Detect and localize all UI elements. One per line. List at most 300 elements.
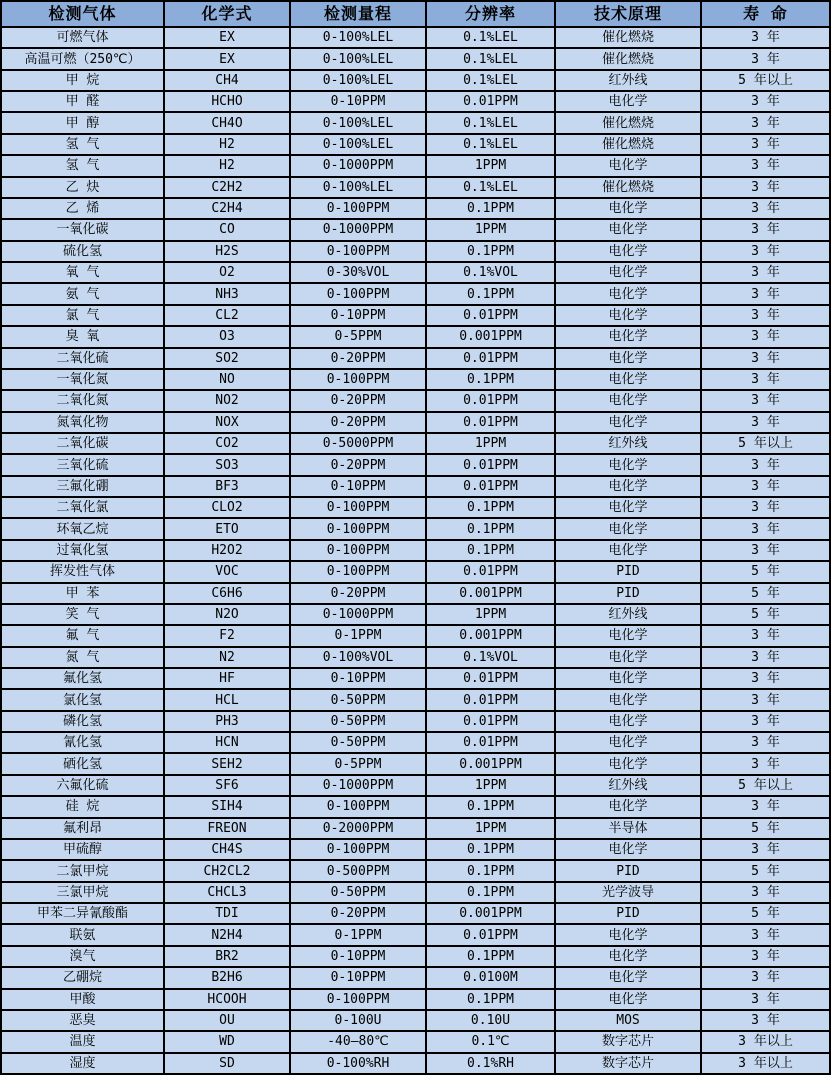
resolution-cell: 0.01PPM [427, 690, 554, 709]
range-cell: 0-100%LEL [291, 135, 425, 154]
resolution-cell: 0.1PPM [427, 840, 554, 859]
lifespan-cell: 5 年 [702, 819, 829, 838]
gas-name-cell: 可燃气体 [2, 28, 163, 47]
formula-cell: NOX [165, 413, 289, 432]
formula-cell: SD [165, 1054, 289, 1073]
range-cell: 0-100PPM [291, 498, 425, 517]
column-header-range: 检测量程 [291, 2, 425, 26]
resolution-cell: 0.001PPM [427, 754, 554, 773]
lifespan-cell: 3 年 [702, 135, 829, 154]
gas-name-cell: 氮氧化物 [2, 413, 163, 432]
principle-cell: MOS [556, 1011, 700, 1030]
lifespan-cell: 3 年 [702, 990, 829, 1009]
formula-cell: N2O [165, 605, 289, 624]
range-cell: 0-50PPM [291, 883, 425, 902]
principle-cell: 电化学 [556, 733, 700, 752]
lifespan-cell: 3 年 [702, 1011, 829, 1030]
formula-cell: F2 [165, 626, 289, 645]
principle-cell: 催化燃烧 [556, 135, 700, 154]
lifespan-cell: 3 年 [702, 284, 829, 303]
principle-cell: PID [556, 904, 700, 923]
resolution-cell: 0.01PPM [427, 925, 554, 944]
principle-cell: 电化学 [556, 669, 700, 688]
range-cell: 0-50PPM [291, 690, 425, 709]
gas-name-cell: 溴气 [2, 947, 163, 966]
range-cell: 0-20PPM [291, 413, 425, 432]
gas-name-cell: 臭 氧 [2, 327, 163, 346]
principle-cell: PID [556, 584, 700, 603]
gas-name-cell: 三氯甲烷 [2, 883, 163, 902]
resolution-cell: 0.01PPM [427, 712, 554, 731]
resolution-cell: 0.01PPM [427, 391, 554, 410]
lifespan-cell: 3 年 [702, 306, 829, 325]
lifespan-cell: 3 年 [702, 92, 829, 111]
principle-cell: 电化学 [556, 797, 700, 816]
lifespan-cell: 3 年 [702, 156, 829, 175]
lifespan-cell: 3 年 [702, 947, 829, 966]
gas-name-cell: 湿度 [2, 1054, 163, 1073]
gas-name-cell: 氰化氢 [2, 733, 163, 752]
gas-name-cell: 氨 气 [2, 284, 163, 303]
principle-cell: 电化学 [556, 519, 700, 538]
formula-cell: CLO2 [165, 498, 289, 517]
lifespan-cell: 5 年以上 [702, 434, 829, 453]
principle-cell: PID [556, 861, 700, 880]
lifespan-cell: 3 年 [702, 477, 829, 496]
gas-name-cell: 氧 气 [2, 263, 163, 282]
formula-cell: SF6 [165, 776, 289, 795]
formula-cell: WD [165, 1032, 289, 1051]
principle-cell: 电化学 [556, 477, 700, 496]
resolution-cell: 0.1PPM [427, 947, 554, 966]
principle-cell: 电化学 [556, 306, 700, 325]
principle-cell: 催化燃烧 [556, 28, 700, 47]
range-cell: 0-5PPM [291, 327, 425, 346]
formula-cell: CH4S [165, 840, 289, 859]
gas-name-cell: 二氧化碳 [2, 434, 163, 453]
resolution-cell: 0.01PPM [427, 733, 554, 752]
lifespan-cell: 3 年 [702, 49, 829, 68]
resolution-cell: 0.1%LEL [427, 71, 554, 90]
formula-cell: NO2 [165, 391, 289, 410]
formula-cell: HCHO [165, 92, 289, 111]
range-cell: 0-500PPM [291, 861, 425, 880]
range-cell: 0-10PPM [291, 306, 425, 325]
range-cell: 0-10PPM [291, 968, 425, 987]
resolution-cell: 0.001PPM [427, 327, 554, 346]
range-cell: 0-5PPM [291, 754, 425, 773]
column-header-gas: 检测气体 [2, 2, 163, 26]
resolution-cell: 1PPM [427, 776, 554, 795]
lifespan-cell: 3 年 [702, 754, 829, 773]
formula-cell: CL2 [165, 306, 289, 325]
formula-cell: H2 [165, 135, 289, 154]
range-cell: 0-10PPM [291, 669, 425, 688]
range-cell: -40—80℃ [291, 1032, 425, 1051]
principle-cell: 电化学 [556, 498, 700, 517]
lifespan-cell: 3 年 [702, 455, 829, 474]
resolution-cell: 0.01PPM [427, 306, 554, 325]
gas-name-cell: 甲 苯 [2, 584, 163, 603]
gas-name-cell: 乙 炔 [2, 178, 163, 197]
resolution-cell: 1PPM [427, 605, 554, 624]
range-cell: 0-20PPM [291, 584, 425, 603]
gas-name-cell: 氯化氢 [2, 690, 163, 709]
range-cell: 0-100PPM [291, 519, 425, 538]
range-cell: 0-100%LEL [291, 71, 425, 90]
resolution-cell: 0.01PPM [427, 92, 554, 111]
gas-name-cell: 甲酸 [2, 990, 163, 1009]
resolution-cell: 0.1℃ [427, 1032, 554, 1051]
lifespan-cell: 3 年 [702, 498, 829, 517]
gas-name-cell: 二氯甲烷 [2, 861, 163, 880]
range-cell: 0-5000PPM [291, 434, 425, 453]
gas-name-cell: 二氧化氯 [2, 498, 163, 517]
formula-cell: H2S [165, 242, 289, 261]
range-cell: 0-10PPM [291, 947, 425, 966]
lifespan-cell: 3 年 [702, 797, 829, 816]
formula-cell: H2O2 [165, 541, 289, 560]
formula-cell: H2 [165, 156, 289, 175]
range-cell: 0-100PPM [291, 242, 425, 261]
principle-cell: 电化学 [556, 947, 700, 966]
range-cell: 0-100U [291, 1011, 425, 1030]
formula-cell: HCL [165, 690, 289, 709]
range-cell: 0-1000PPM [291, 156, 425, 175]
lifespan-cell: 5 年 [702, 861, 829, 880]
gas-name-cell: 二氧化氮 [2, 391, 163, 410]
resolution-cell: 1PPM [427, 819, 554, 838]
formula-cell: BR2 [165, 947, 289, 966]
formula-cell: SIH4 [165, 797, 289, 816]
formula-cell: TDI [165, 904, 289, 923]
lifespan-cell: 3 年 [702, 263, 829, 282]
resolution-cell: 0.1PPM [427, 797, 554, 816]
formula-cell: N2H4 [165, 925, 289, 944]
formula-cell: CH4 [165, 71, 289, 90]
lifespan-cell: 3 年 [702, 712, 829, 731]
formula-cell: CH4O [165, 113, 289, 132]
lifespan-cell: 5 年 [702, 584, 829, 603]
lifespan-cell: 3 年 [702, 626, 829, 645]
column-header-lifespan: 寿 命 [702, 2, 829, 26]
resolution-cell: 0.01PPM [427, 455, 554, 474]
formula-cell: PH3 [165, 712, 289, 731]
column-header-principle: 技术原理 [556, 2, 700, 26]
principle-cell: 电化学 [556, 455, 700, 474]
range-cell: 0-10PPM [291, 477, 425, 496]
gas-name-cell: 氢 气 [2, 156, 163, 175]
lifespan-cell: 3 年 [702, 648, 829, 667]
gas-name-cell: 一氧化氮 [2, 370, 163, 389]
principle-cell: 红外线 [556, 434, 700, 453]
gas-name-cell: 硫化氢 [2, 242, 163, 261]
principle-cell: 电化学 [556, 370, 700, 389]
range-cell: 0-30%VOL [291, 263, 425, 282]
lifespan-cell: 5 年 [702, 562, 829, 581]
range-cell: 0-20PPM [291, 455, 425, 474]
resolution-cell: 0.01PPM [427, 413, 554, 432]
gas-name-cell: 乙 烯 [2, 199, 163, 218]
range-cell: 0-100PPM [291, 199, 425, 218]
principle-cell: 电化学 [556, 648, 700, 667]
range-cell: 0-100%LEL [291, 178, 425, 197]
formula-cell: SEH2 [165, 754, 289, 773]
lifespan-cell: 5 年 [702, 605, 829, 624]
principle-cell: 数字芯片 [556, 1032, 700, 1051]
gas-name-cell: 甲 醛 [2, 92, 163, 111]
lifespan-cell: 3 年 [702, 883, 829, 902]
gas-name-cell: 过氧化氢 [2, 541, 163, 560]
lifespan-cell: 3 年 [702, 220, 829, 239]
range-cell: 0-100%RH [291, 1054, 425, 1073]
range-cell: 0-50PPM [291, 712, 425, 731]
principle-cell: 电化学 [556, 712, 700, 731]
gas-name-cell: 一氧化碳 [2, 220, 163, 239]
lifespan-cell: 3 年 [702, 733, 829, 752]
range-cell: 0-100PPM [291, 990, 425, 1009]
principle-cell: 电化学 [556, 968, 700, 987]
lifespan-cell: 3 年 [702, 349, 829, 368]
lifespan-cell: 3 年 [702, 242, 829, 261]
resolution-cell: 1PPM [427, 220, 554, 239]
lifespan-cell: 3 年 [702, 327, 829, 346]
range-cell: 0-10PPM [291, 92, 425, 111]
formula-cell: VOC [165, 562, 289, 581]
resolution-cell: 0.01PPM [427, 349, 554, 368]
gas-name-cell: 三氟化硼 [2, 477, 163, 496]
principle-cell: 电化学 [556, 349, 700, 368]
formula-cell: CH2CL2 [165, 861, 289, 880]
gas-name-cell: 氟化氢 [2, 669, 163, 688]
resolution-cell: 0.1PPM [427, 370, 554, 389]
formula-cell: C2H2 [165, 178, 289, 197]
principle-cell: 电化学 [556, 990, 700, 1009]
resolution-cell: 0.1%VOL [427, 648, 554, 667]
range-cell: 0-100PPM [291, 541, 425, 560]
resolution-cell: 0.1PPM [427, 199, 554, 218]
range-cell: 0-20PPM [291, 904, 425, 923]
principle-cell: 电化学 [556, 754, 700, 773]
range-cell: 0-100%LEL [291, 113, 425, 132]
resolution-cell: 0.01PPM [427, 562, 554, 581]
principle-cell: 电化学 [556, 199, 700, 218]
lifespan-cell: 3 年 [702, 925, 829, 944]
formula-cell: FREON [165, 819, 289, 838]
resolution-cell: 0.1PPM [427, 883, 554, 902]
resolution-cell: 1PPM [427, 156, 554, 175]
principle-cell: 电化学 [556, 925, 700, 944]
lifespan-cell: 3 年 [702, 199, 829, 218]
range-cell: 0-20PPM [291, 391, 425, 410]
resolution-cell: 0.1%LEL [427, 28, 554, 47]
lifespan-cell: 3 年 [702, 968, 829, 987]
gas-name-cell: 二氧化硫 [2, 349, 163, 368]
lifespan-cell: 3 年 [702, 28, 829, 47]
principle-cell: 红外线 [556, 605, 700, 624]
gas-name-cell: 联氨 [2, 925, 163, 944]
lifespan-cell: 3 年 [702, 113, 829, 132]
principle-cell: 电化学 [556, 327, 700, 346]
resolution-cell: 0.1PPM [427, 284, 554, 303]
formula-cell: HF [165, 669, 289, 688]
range-cell: 0-100PPM [291, 562, 425, 581]
resolution-cell: 0.1PPM [427, 541, 554, 560]
range-cell: 0-1000PPM [291, 605, 425, 624]
range-cell: 0-1PPM [291, 626, 425, 645]
resolution-cell: 0.10U [427, 1011, 554, 1030]
gas-name-cell: 恶臭 [2, 1011, 163, 1030]
lifespan-cell: 3 年 [702, 690, 829, 709]
lifespan-cell: 3 年 [702, 178, 829, 197]
lifespan-cell: 3 年 [702, 541, 829, 560]
gas-name-cell: 氟利昂 [2, 819, 163, 838]
gas-name-cell: 氮 气 [2, 648, 163, 667]
resolution-cell: 0.1PPM [427, 519, 554, 538]
principle-cell: 催化燃烧 [556, 178, 700, 197]
resolution-cell: 0.0100M [427, 968, 554, 987]
principle-cell: 电化学 [556, 626, 700, 645]
formula-cell: ETO [165, 519, 289, 538]
principle-cell: 光学波导 [556, 883, 700, 902]
principle-cell: 催化燃烧 [556, 113, 700, 132]
gas-name-cell: 温度 [2, 1032, 163, 1051]
formula-cell: EX [165, 28, 289, 47]
range-cell: 0-1000PPM [291, 220, 425, 239]
range-cell: 0-100%LEL [291, 49, 425, 68]
lifespan-cell: 5 年以上 [702, 71, 829, 90]
formula-cell: CHCL3 [165, 883, 289, 902]
lifespan-cell: 3 年 [702, 669, 829, 688]
range-cell: 0-100%VOL [291, 648, 425, 667]
formula-cell: SO3 [165, 455, 289, 474]
lifespan-cell: 5 年 [702, 904, 829, 923]
principle-cell: 电化学 [556, 263, 700, 282]
formula-cell: HCN [165, 733, 289, 752]
gas-name-cell: 六氟化硫 [2, 776, 163, 795]
principle-cell: 电化学 [556, 413, 700, 432]
principle-cell: 电化学 [556, 242, 700, 261]
principle-cell: 电化学 [556, 92, 700, 111]
gas-name-cell: 甲 醇 [2, 113, 163, 132]
lifespan-cell: 3 年 [702, 391, 829, 410]
principle-cell: 红外线 [556, 776, 700, 795]
principle-cell: 数字芯片 [556, 1054, 700, 1073]
lifespan-cell: 3 年 [702, 413, 829, 432]
gas-name-cell: 氢 气 [2, 135, 163, 154]
gas-name-cell: 高温可燃（250℃） [2, 49, 163, 68]
gas-name-cell: 笑 气 [2, 605, 163, 624]
gas-name-cell: 氯 气 [2, 306, 163, 325]
column-header-formula: 化学式 [165, 2, 289, 26]
column-header-resolution: 分辨率 [427, 2, 554, 26]
gas-name-cell: 甲 烷 [2, 71, 163, 90]
formula-cell: OU [165, 1011, 289, 1030]
principle-cell: 电化学 [556, 541, 700, 560]
range-cell: 0-20PPM [291, 349, 425, 368]
lifespan-cell: 3 年 [702, 370, 829, 389]
resolution-cell: 0.1%RH [427, 1054, 554, 1073]
principle-cell: 电化学 [556, 156, 700, 175]
gas-name-cell: 甲硫醇 [2, 840, 163, 859]
range-cell: 0-100PPM [291, 840, 425, 859]
principle-cell: 电化学 [556, 391, 700, 410]
formula-cell: EX [165, 49, 289, 68]
gas-name-cell: 硅 烷 [2, 797, 163, 816]
principle-cell: 电化学 [556, 840, 700, 859]
formula-cell: B2H6 [165, 968, 289, 987]
formula-cell: BF3 [165, 477, 289, 496]
principle-cell: 电化学 [556, 284, 700, 303]
gas-name-cell: 乙硼烷 [2, 968, 163, 987]
resolution-cell: 0.1%LEL [427, 49, 554, 68]
resolution-cell: 0.1PPM [427, 498, 554, 517]
gas-name-cell: 氟 气 [2, 626, 163, 645]
range-cell: 0-1000PPM [291, 776, 425, 795]
principle-cell: 红外线 [556, 71, 700, 90]
range-cell: 0-100%LEL [291, 28, 425, 47]
formula-cell: CO2 [165, 434, 289, 453]
range-cell: 0-100PPM [291, 370, 425, 389]
gas-name-cell: 挥发性气体 [2, 562, 163, 581]
resolution-cell: 0.1%VOL [427, 263, 554, 282]
resolution-cell: 0.1%LEL [427, 178, 554, 197]
gas-name-cell: 环氧乙烷 [2, 519, 163, 538]
resolution-cell: 1PPM [427, 434, 554, 453]
formula-cell: SO2 [165, 349, 289, 368]
formula-cell: N2 [165, 648, 289, 667]
resolution-cell: 0.001PPM [427, 904, 554, 923]
principle-cell: 催化燃烧 [556, 49, 700, 68]
principle-cell: 半导体 [556, 819, 700, 838]
resolution-cell: 0.001PPM [427, 584, 554, 603]
lifespan-cell: 3 年 [702, 519, 829, 538]
range-cell: 0-1PPM [291, 925, 425, 944]
gas-name-cell: 三氧化硫 [2, 455, 163, 474]
principle-cell: 电化学 [556, 690, 700, 709]
range-cell: 0-100PPM [291, 284, 425, 303]
lifespan-cell: 3 年以上 [702, 1054, 829, 1073]
resolution-cell: 0.001PPM [427, 626, 554, 645]
formula-cell: NH3 [165, 284, 289, 303]
range-cell: 0-100PPM [291, 797, 425, 816]
formula-cell: C2H4 [165, 199, 289, 218]
resolution-cell: 0.1PPM [427, 242, 554, 261]
principle-cell: 电化学 [556, 220, 700, 239]
formula-cell: HCOOH [165, 990, 289, 1009]
lifespan-cell: 3 年以上 [702, 1032, 829, 1051]
range-cell: 0-2000PPM [291, 819, 425, 838]
gas-name-cell: 磷化氢 [2, 712, 163, 731]
lifespan-cell: 5 年以上 [702, 776, 829, 795]
formula-cell: NO [165, 370, 289, 389]
gas-name-cell: 甲苯二异氰酸酯 [2, 904, 163, 923]
resolution-cell: 0.1%LEL [427, 113, 554, 132]
formula-cell: C6H6 [165, 584, 289, 603]
lifespan-cell: 3 年 [702, 840, 829, 859]
gas-name-cell: 硒化氢 [2, 754, 163, 773]
formula-cell: O3 [165, 327, 289, 346]
formula-cell: CO [165, 220, 289, 239]
resolution-cell: 0.01PPM [427, 477, 554, 496]
resolution-cell: 0.01PPM [427, 669, 554, 688]
resolution-cell: 0.1%LEL [427, 135, 554, 154]
range-cell: 0-50PPM [291, 733, 425, 752]
resolution-cell: 0.1PPM [427, 990, 554, 1009]
resolution-cell: 0.1PPM [427, 861, 554, 880]
principle-cell: PID [556, 562, 700, 581]
formula-cell: O2 [165, 263, 289, 282]
